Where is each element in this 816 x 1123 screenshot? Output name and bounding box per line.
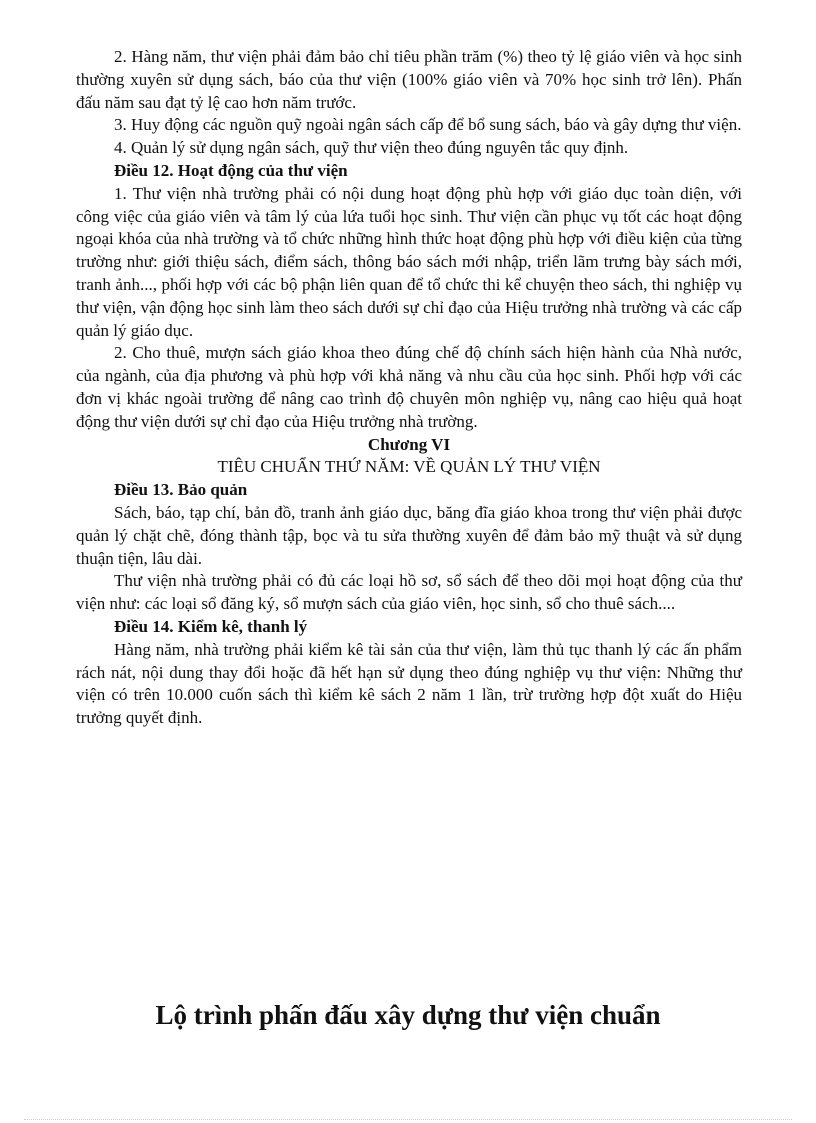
section-title: Lộ trình phấn đấu xây dựng thư viện chuẩn <box>155 1000 661 1030</box>
paragraph-4: 4. Quản lý sử dụng ngân sách, quỹ thư viện theo đúng nguyên tắc quy định. <box>114 138 629 158</box>
page-bottom-divider <box>24 1119 792 1120</box>
document-body <box>76 46 742 730</box>
article-14-heading: Điều 14. Kiểm kê, thanh lý <box>114 616 308 636</box>
article-13-heading: Điều 13. Bảo quản <box>114 480 248 500</box>
article-14-paragraph-1: Hàng năm, nhà trường phải kiểm kê tài sản của thư viện, làm thủ tục thanh lý các ấn phẩm rách nát, nội dung thay đổi hoặc đã hết hạn sử dụng theo đúng nghiệp vụ thư viện: Những thư viện có trên 10.000 cuốn sách thì kiểm kê sách 2 năm 1 lần, trừ trường hợp đột xuất do Hiệu trưởng quyết định. <box>76 639 742 728</box>
paragraph-2: 2. Hàng năm, thư viện phải đảm bảo chỉ tiêu phần trăm (%) theo tỷ lệ giáo viên và học sinh thường xuyên sử dụng sách, báo của thư viện (100% giáo viên và 70% học sinh trở lên). Phấn đấu năm sau đạt tỷ lệ cao hơn năm trước. <box>76 47 742 112</box>
chapter-heading: Chương VI <box>367 434 451 454</box>
paragraph-3: 3. Huy động các nguồn quỹ ngoài ngân sách cấp để bổ sung sách, báo và gây dựng thư viện. <box>114 115 742 135</box>
chapter-subheading: TIÊU CHUẨN THỨ NĂM: VỀ QUẢN LÝ THƯ VIỆN <box>217 457 601 477</box>
article-12-paragraph-2: 2. Cho thuê, mượn sách giáo khoa theo đúng chế độ chính sách hiện hành của Nhà nước, của ngành, của địa phương và phù hợp với khả năng và nhu cầu của học sinh. Phối hợp với các đơn vị khác ngoài trường để nâng cao trình độ chuyên môn nghiệp vụ, nâng cao hiệu quả hoạt động thư viện dưới sự chỉ đạo của Hiệu trưởng nhà trường. <box>76 343 742 431</box>
article-12-heading: Điều 12. Hoạt động của thư viện <box>114 160 348 180</box>
article-13-paragraph-2: Thư viện nhà trường phải có đủ các loại hồ sơ, sổ sách để theo dõi mọi hoạt động của thư viện như: các loại sổ đăng ký, sổ mượn sách của giáo viên, học sinh, sổ cho thuê sách.... <box>76 571 742 614</box>
article-12-paragraph-1: 1. Thư viện nhà trường phải có nội dung hoạt động phù hợp với giáo dục toàn diện, với công việc của giáo viên và tâm lý của lứa tuổi học sinh. Thư viện cần phục vụ tốt các hoạt động ngoại khóa của nhà trường và tổ chức những hình thức hoạt động phù hợp với điều kiện của từng trường như: giới thiệu sách, điểm sách, thông báo sách mới nhập, triển lãm trưng bày sách mới, tranh ảnh..., phối hợp với các bộ phận liên quan để tổ chức thi kể chuyện theo sách, thi nghiệp vụ thư viện, vận động học sinh làm theo sách dưới sự chỉ đạo của Hiệu trưởng nhà trường và các cấp quản lý giáo dục. <box>76 183 742 340</box>
article-13-paragraph-1: Sách, báo, tạp chí, bản đồ, tranh ảnh giáo dục, băng đĩa giáo khoa trong thư viện phải được quản lý chặt chẽ, đóng thành tập, bọc và tu sửa thường xuyên để đảm bảo mỹ thuật và sử dụng thuận tiện, lâu dài. <box>76 502 742 568</box>
